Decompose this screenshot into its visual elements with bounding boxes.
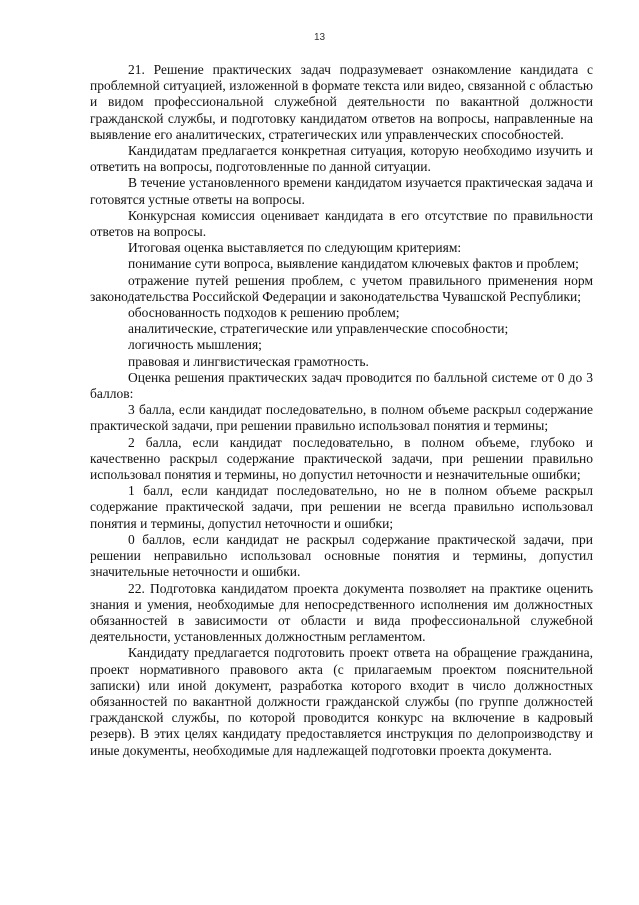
paragraph-commission: Конкурсная комиссия оценивает кандидата в его отсутствие по правильности ответов на вопросы. [90,207,593,240]
criterion-approach: обоснованность подходов к решению проблем; [128,305,400,321]
paragraph-document-task: Кандидату предлагается подготовить проект ответа на обращение гражданина, проект нормативного правового акта (с прилагаемым проектом пояснительной записки) или иной документ, разработка которого входит в число должностных обязанностей по вакантной должности гражданской службы (по группе должностей гражданской службы, по которой проводится конкурс на включение в кадровый резерв). В этих целях кандидату предоставляется инструкция по делопроизводству и иные документы, необходимые для надлежащей подготовки проекта документа. [90,645,593,758]
page-number: 13 [313,32,326,43]
score-0: 0 баллов, если кандидат не раскрыл содержание практической задачи, при решении неправильно использовал основные понятия и термины, допустил значительные неточности и ошибки. [90,531,593,580]
criterion-literacy: правовая и лингвистическая грамотность. [128,353,369,369]
paragraph-scoring-intro: Оценка решения практических задач проводится по балльной системе от 0 до 3 баллов: [90,369,593,402]
paragraph-situation: Кандидатам предлагается конкретная ситуация, которую необходимо изучить и ответить на вопросы, подготовленные по данной ситуации. [90,143,593,175]
paragraph-21-intro: 21. Решение практических задач подразумевает ознакомление кандидата с проблемной ситуацией, изложенной в формате текста или видео, связанной с областью и видом профессиональной служебной деятельности по вакантной должности гражданской службы, и подготовку кандидатом ответов на вопросы, направленные на выявление его аналитических, стратегических или управленческих способностей. [90,62,593,142]
document-body [90,62,593,759]
score-3: 3 балла, если кандидат последовательно, в полном объеме раскрыл содержание практической задачи, при решении правильно использовал понятия и термины; [90,402,593,434]
criterion-solutions: отражение путей решения проблем, с учетом правильного применения норм законодательства Российской Федерации и законодательства Чувашской Республики; [90,272,593,304]
score-1: 1 балл, если кандидат последовательно, но не в полном объеме раскрыл содержание практической задачи, при решении не всегда правильно использовал понятия и термины, допустил неточности и ошибки; [90,483,593,531]
paragraph-criteria-intro: Итоговая оценка выставляется по следующим критериям: [128,240,462,256]
criterion-abilities: аналитические, стратегические или управленческие способности; [128,321,509,337]
paragraph-22-intro: 22. Подготовка кандидатом проекта документа позволяет на практике оценить знания и умения, необходимые для непосредственного исполнения им должностных обязанностей в зависимости от области и вида профессиональной служебной деятельности, установленных должностным регламентом. [90,580,593,645]
paragraph-time: В течение установленного времени кандидатом изучается практическая задача и готовятся устные ответы на вопросы. [90,175,593,207]
criterion-logic: логичность мышления; [128,337,262,353]
score-2: 2 балла, если кандидат последовательно, в полном объеме, глубоко и качественно раскрыл содержание практической задачи, при решении правильно использовал понятия и термины, но допустил неточности и незначительные ошибки; [90,434,593,483]
criterion-understanding: понимание сути вопроса, выявление кандидатом ключевых фактов и проблем; [128,256,579,272]
